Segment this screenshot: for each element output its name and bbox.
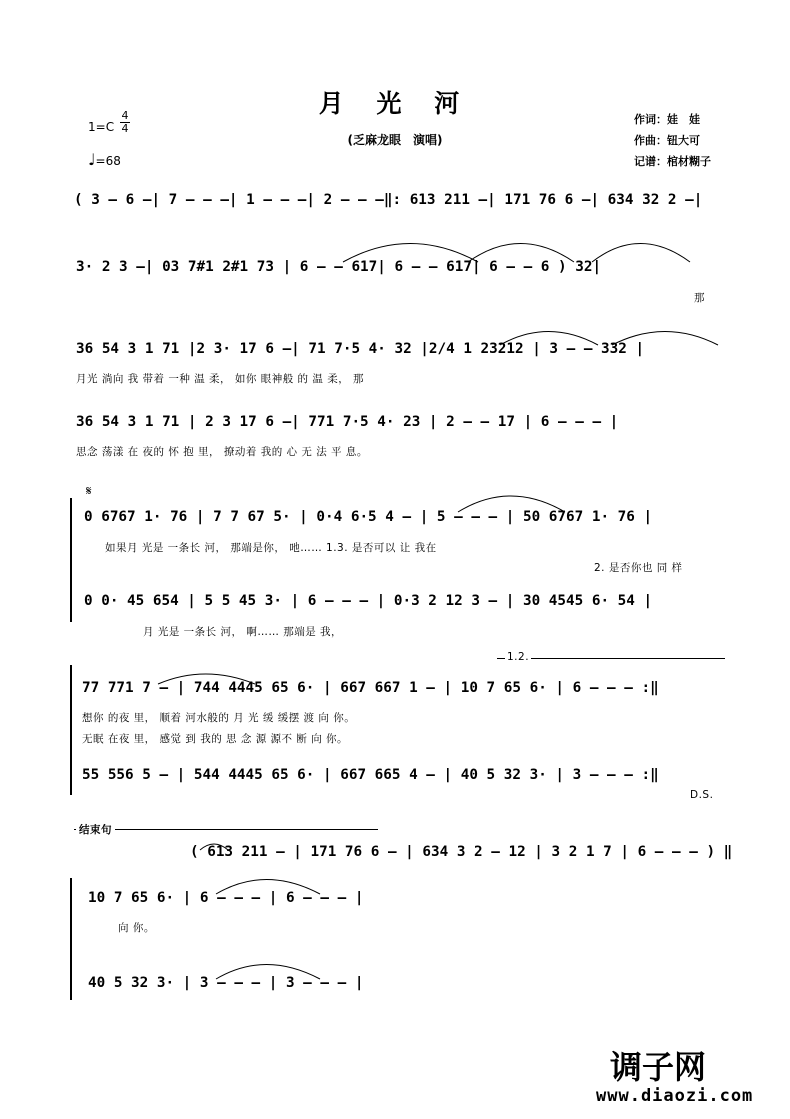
time-signature-top: 4: [121, 109, 129, 122]
quarter-note-icon: ♩: [88, 150, 96, 169]
staff-line-9: ( 613 211 – | 171 76 6 – | 634 3 2 – 12 | 3 2 1 7 | 6 – – – ) ‖: [190, 844, 733, 860]
slur-arc: [592, 244, 690, 263]
composer-credit: 作曲：钮大可: [634, 134, 700, 147]
time-signature-bottom: 4: [121, 122, 129, 135]
lyric-line-3: 月光 淌向 我 带着 一种 温 柔， 如你 眼神般 的 温 柔， 那: [76, 373, 365, 385]
staff-line-4: 36 54 3 1 71 | 2 3 17 6 –| 771 7·5 4· 23 | 2 – – 17 | 6 – – – |: [76, 414, 619, 430]
staff-line-1: ( 3 – 6 –| 7 – – –| 1 – – –| 2 – – –‖: 613 211 –| 171 76 6 –| 634 32 2 –|: [74, 192, 703, 208]
staff-line-5-upper: 0 6767 1· 76 | 7 7 67 5· | 0·4 6·5 4 – | 5 – – – | 50 6767 1· 76 |: [84, 509, 653, 525]
staff-line-8-lower: 55 556 5 – | 544 4445 65 6· | 667 665 4 – | 40 5 32 3· | 3 – – – :‖: [82, 767, 659, 783]
staff-line-3: 36 54 3 1 71 |2 3· 17 6 –| 71 7·5 4· 32 |2/4 1 23212 | 3 – – 332 |: [76, 341, 645, 357]
slur-arc: [343, 244, 478, 263]
slur-arc: [458, 496, 565, 512]
slur-arc: [612, 332, 718, 346]
lyric-line-6: 月 光是 一条长 河， 啊…… 那端是 我，: [143, 626, 343, 638]
lyricist-credit: 作词：娃 娃: [634, 113, 700, 126]
lyric-line-7-second: 无眠 在夜 里， 感觉 到 我的 思 念 源 源不 断 向 你。: [82, 733, 349, 745]
transcriber-credit: 记谱：棺材糊子: [634, 155, 711, 168]
performer-subtitle: (乏麻龙眼 演唱): [347, 133, 443, 147]
tempo-value: =68: [95, 154, 121, 168]
coda-label: 结束句: [76, 822, 115, 837]
slur-arc: [216, 880, 320, 895]
volta-label: 1.2.: [507, 651, 530, 663]
lyric-line-7: 想你 的夜 里， 顺着 河水般的 月 光 缓 缓摆 渡 向 你。: [82, 712, 356, 724]
staff-line-6-lower: 0 0· 45 654 | 5 5 45 3· | 6 – – – | 0·3 2 12 3 – | 30 4545 6· 54 |: [84, 593, 653, 609]
lyric-line-10: 向 你。: [118, 922, 155, 934]
segno-icon: 𝄋: [86, 484, 92, 499]
slur-arc: [468, 244, 574, 263]
lyric-line-5-second: 2. 是否你也 同 样: [594, 562, 683, 574]
slur-arc: [216, 965, 320, 980]
lyric-line-2: 那: [694, 292, 705, 304]
watermark-url: www.diaozi.com: [596, 1086, 754, 1106]
lyric-line-5: 如果月 光是 一条长 河， 那端是你， 吔…… 1.3. 是否可以 让 我在: [105, 542, 437, 554]
lyric-line-4: 思念 荡漾 在 夜的 怀 抱 里， 撩动着 我的 心 无 法 平 息。: [76, 446, 368, 458]
staff-line-2: 3· 2 3 –| 03 7#1 2#1 73 | 6 – – 617| 6 – – 617| 6 – – 6 ) 32|: [76, 259, 602, 275]
key-signature: 1=C: [88, 120, 115, 134]
staff-line-10-upper: 10 7 65 6· | 6 – – – | 6 – – – |: [88, 890, 364, 906]
slur-arc: [200, 844, 228, 850]
dal-segno-mark: D.S.: [690, 789, 714, 801]
song-title: 月 光 河: [318, 89, 472, 118]
staff-line-7-upper: 77 771 7 – | 744 4445 65 6· | 667 667 1 – | 10 7 65 6· | 6 – – – :‖: [82, 680, 659, 696]
slur-arc: [158, 674, 255, 684]
watermark-brand: 调子网: [610, 1048, 707, 1086]
slur-arc: [500, 332, 598, 346]
staff-line-11-lower: 40 5 32 3· | 3 – – – | 3 – – – |: [88, 975, 364, 991]
